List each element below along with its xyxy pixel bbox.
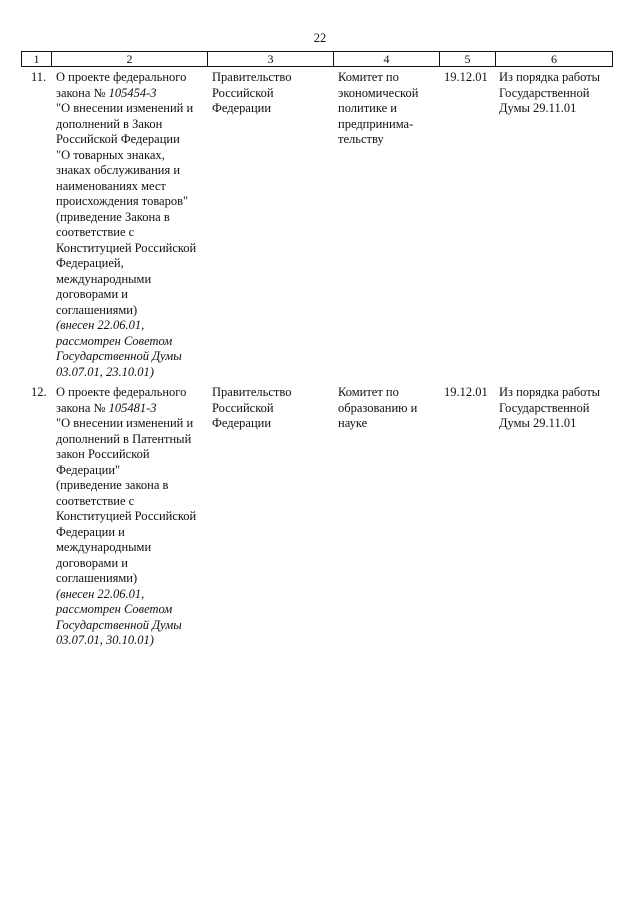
bill-title-line: Федерации и [56, 524, 125, 539]
bill-title-line: происхождения товаров" [56, 194, 189, 208]
bill-title-line: Конституцией Российской [56, 509, 197, 523]
bill-title-line: договорами и [56, 555, 128, 570]
committee-cell-line: науке [338, 416, 368, 430]
note-cell-line: Думы 29.11.01 [499, 416, 577, 430]
initiator-cell-line: Правительство [212, 70, 292, 84]
initiator-cell-line: Федерации [212, 416, 272, 430]
bill-title-line: закон Российской [56, 447, 150, 461]
note-cell-line: Из порядка работы [499, 385, 601, 399]
bill-title-line: "О внесении изменений и [56, 416, 194, 430]
bill-title-line: знаках обслуживания и [56, 163, 181, 177]
header-col-2: 2 [52, 52, 208, 66]
bill-title-line: рассмотрен Советом [56, 602, 173, 616]
committee-cell-line: экономической [338, 85, 419, 100]
bill-title-line: Федерации" [56, 462, 121, 477]
initiator-cell [212, 385, 332, 432]
committee-cell [338, 385, 438, 432]
bill-title-line: Государственной Думы [56, 349, 182, 363]
bill-title-line: рассмотрен Советом [56, 333, 173, 348]
bill-title-line: (приведение закона в [56, 478, 169, 492]
bill-title-cell [56, 385, 206, 649]
bill-title-line: "О внесении изменений и [56, 101, 194, 115]
initiator-cell-line: Российской [212, 400, 274, 415]
table-header-row [21, 51, 613, 67]
note-cell-line: Из порядка работы [499, 70, 601, 84]
committee-cell [338, 70, 438, 148]
initiator-cell-line: Российской [212, 85, 274, 100]
bill-title-line: Государственной Думы [56, 617, 182, 632]
bill-title-line: договорами и [56, 287, 128, 301]
note-cell [499, 385, 609, 432]
initiator-cell [212, 70, 332, 117]
bill-title-line: (внесен 22.06.01, [56, 318, 145, 332]
committee-cell-line: Комитет по [338, 385, 399, 399]
note-cell-line: Государственной [499, 400, 590, 415]
note-cell-line: Думы 29.11.01 [499, 101, 577, 115]
page-number: 22 [313, 31, 327, 45]
committee-cell-line: тельству [338, 132, 384, 146]
bill-title-cell [56, 70, 206, 380]
bill-title-line: (приведение Закона в [56, 209, 170, 224]
bill-number: 105481-3 [108, 400, 157, 415]
row-number: 11. [31, 70, 47, 84]
committee-cell-line: образованию и [338, 400, 418, 415]
header-col-5: 5 [440, 52, 496, 66]
bill-title-line: Конституцией Российской [56, 240, 197, 255]
bill-number-prefix: закона № [56, 85, 109, 100]
bill-title-line: 03.07.01, 30.10.01) [56, 633, 154, 647]
initiator-cell-line: Правительство [212, 385, 292, 399]
bill-title-line: О проекте федерального [56, 70, 187, 84]
bill-title-line: наименованиях мест [56, 178, 166, 193]
bill-title-line: "О товарных знаках, [56, 147, 165, 162]
committee-cell-line: политике и [338, 101, 397, 115]
note-cell [499, 70, 609, 117]
date-cell: 19.12.01 [444, 70, 488, 84]
bill-title-line: международными [56, 271, 152, 286]
row-number: 12. [31, 385, 47, 399]
bill-title-line: О проекте федерального [56, 385, 187, 399]
note-cell-line: Государственной [499, 85, 590, 100]
header-col-1: 1 [22, 52, 52, 66]
bill-title-line [56, 401, 206, 417]
bill-title-line: соответствие с [56, 225, 135, 239]
committee-cell-line: Комитет по [338, 70, 399, 84]
bill-title-line: соглашениями) [56, 302, 138, 317]
bill-title-line: 03.07.01, 23.10.01) [56, 364, 154, 379]
bill-title-line: соответствие с [56, 493, 135, 508]
bill-title-line: (внесен 22.06.01, [56, 586, 145, 601]
committee-cell-line: предпринима- [338, 116, 414, 131]
bill-title-line: дополнений в Патентный [56, 431, 192, 446]
bill-title-line: дополнений в Закон [56, 116, 163, 131]
header-col-4: 4 [334, 52, 440, 66]
initiator-cell-line: Федерации [212, 101, 272, 115]
header-col-6: 6 [551, 52, 557, 66]
bill-title-line: Российской Федерации [56, 132, 180, 146]
date-cell: 19.12.01 [444, 385, 488, 399]
bill-title-line [56, 86, 206, 102]
bill-number: 105454-3 [108, 85, 157, 100]
bill-title-line: соглашениями) [56, 571, 138, 585]
bill-title-line: Федерацией, [56, 256, 124, 270]
header-col-3: 3 [208, 52, 334, 66]
bill-number-prefix: закона № [56, 400, 109, 415]
bill-title-line: международными [56, 540, 152, 554]
